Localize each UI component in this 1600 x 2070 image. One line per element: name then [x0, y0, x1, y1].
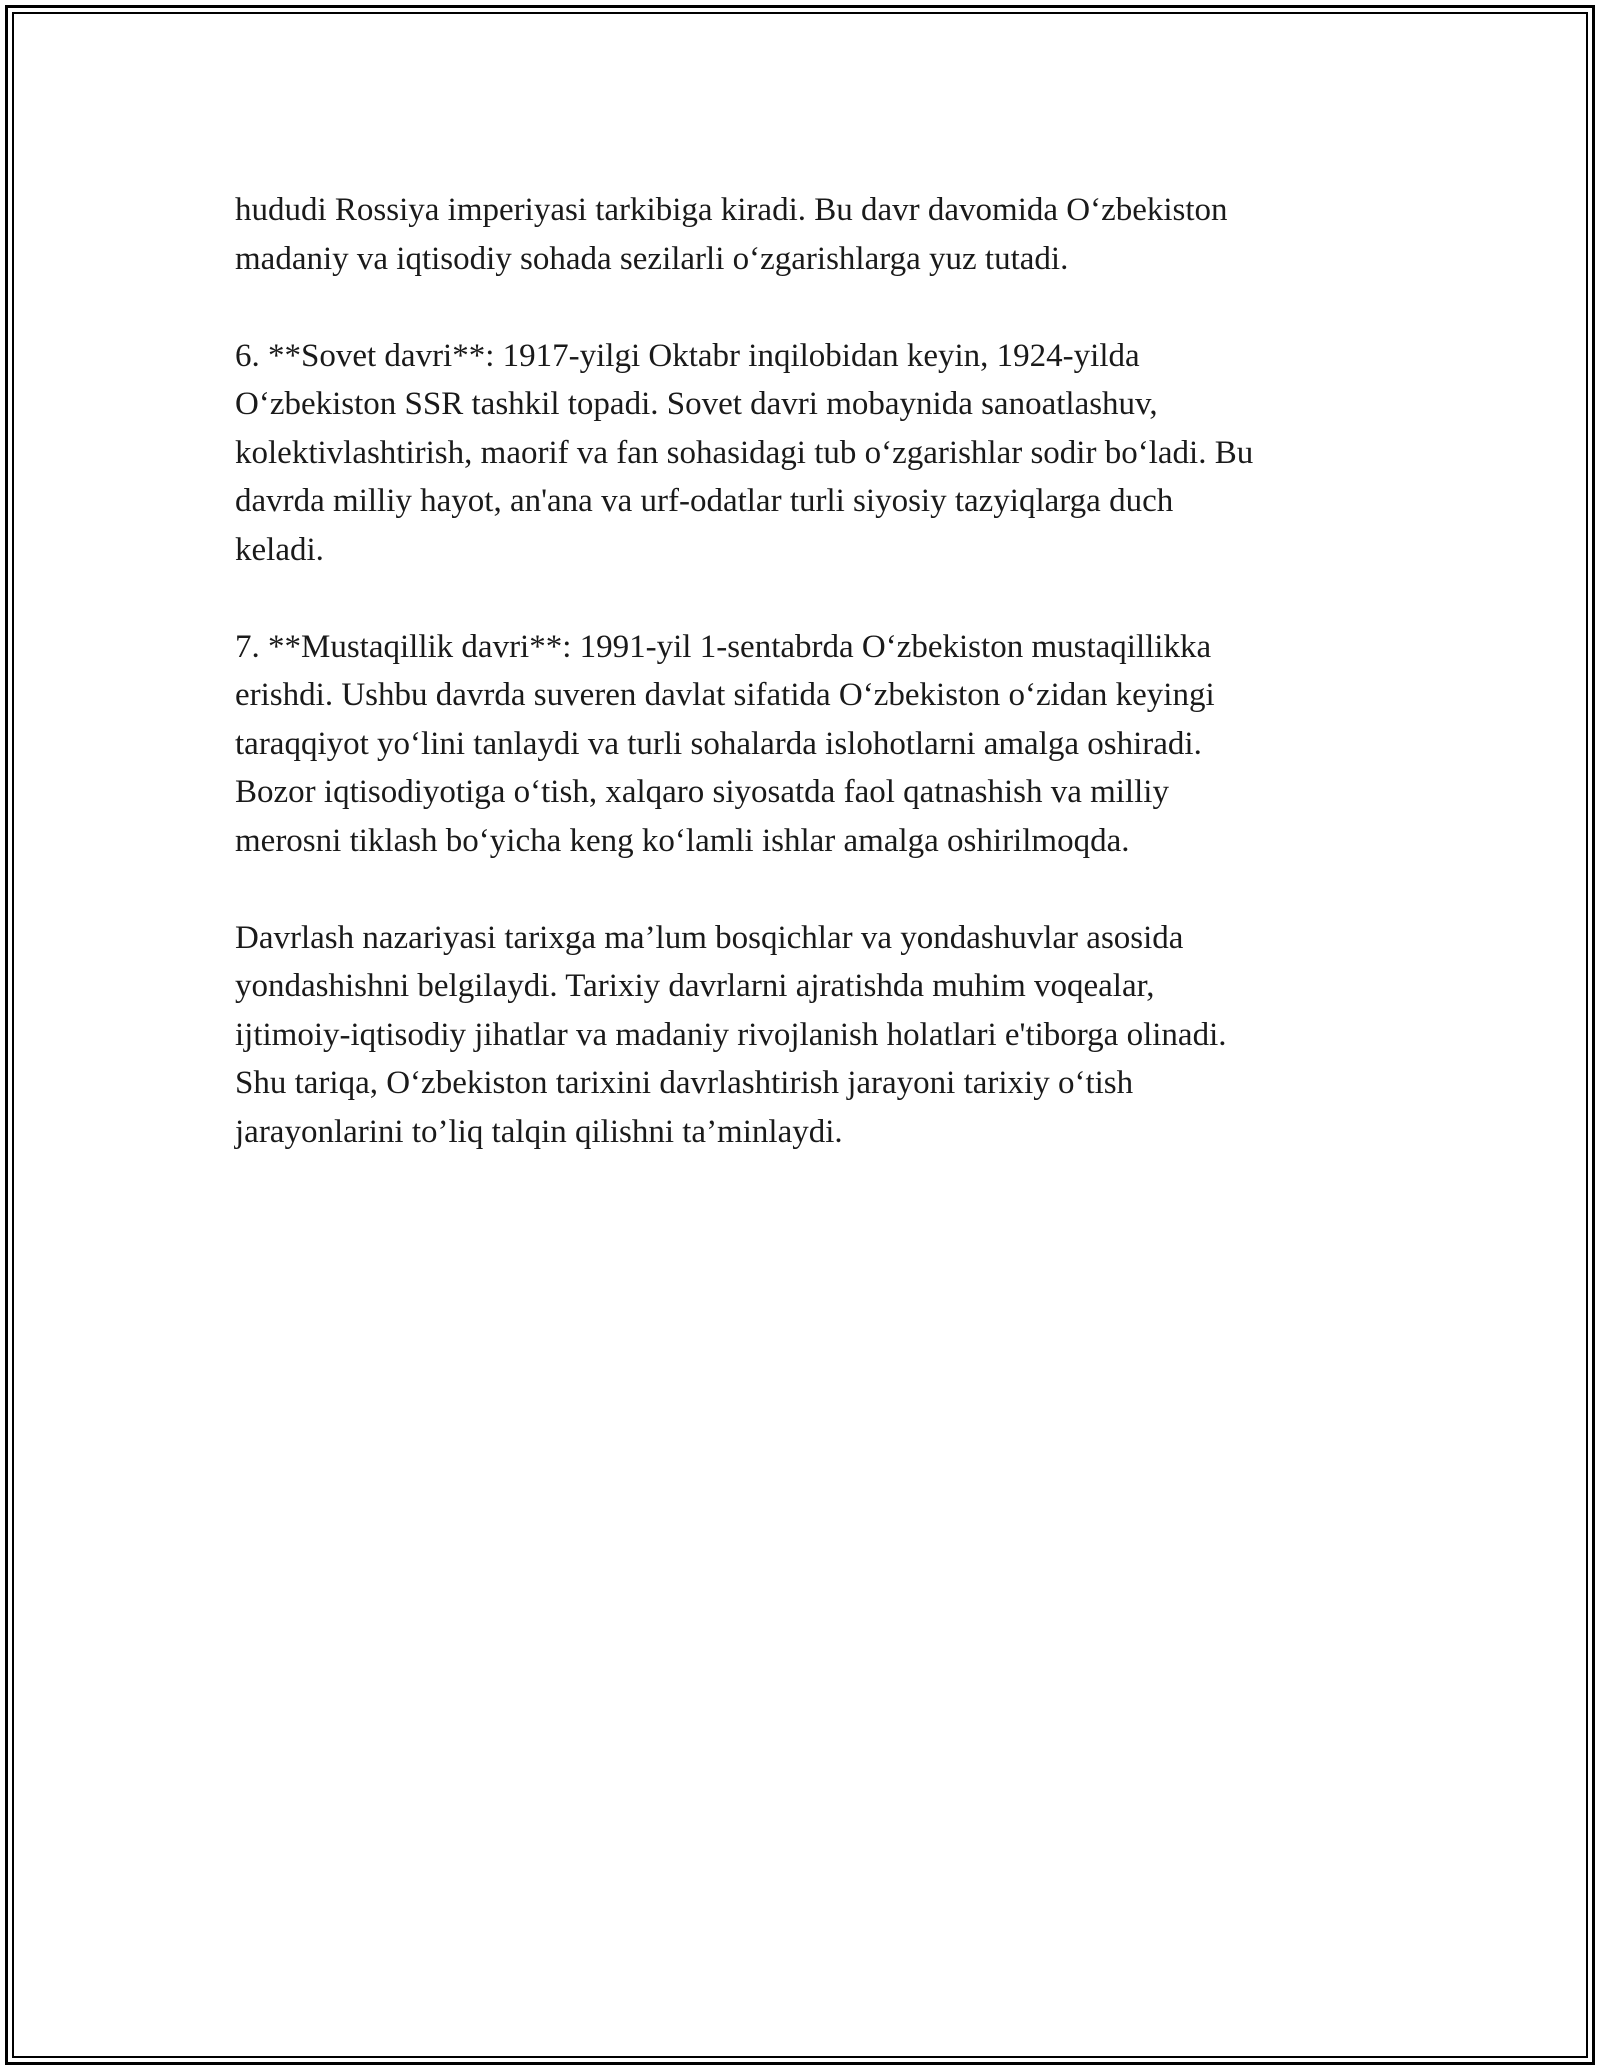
paragraph-russian-empire — [235, 186, 1395, 283]
text-line: Shu tariqa, O‘zbekiston tarixini davrlashtirish jarayoni tarixiy o‘tish — [235, 1065, 1134, 1101]
text-line: kolektivlashtirish, maorif va fan sohasidagi tub o‘zgarishlar sodir bo‘ladi. Bu — [235, 434, 1254, 471]
text-line: keladi. — [235, 531, 324, 568]
text-line: madaniy va iqtisodiy sohada sezilarli o‘zgarishlarga yuz tutadi. — [235, 240, 1069, 277]
text-line: taraqqiyot yo‘lini tanlaydi va turli sohalarda islohotlarni amalga oshiradi. — [235, 725, 1202, 762]
text-line: 6. **Sovet davri**: 1917-yilgi Oktabr inqilobidan keyin, 1924-yilda — [235, 337, 1140, 374]
text-line: merosni tiklash bo‘yicha keng ko‘lamli ishlar amalga oshirilmoqda. — [235, 822, 1130, 859]
paragraph-soviet-period — [235, 332, 1395, 575]
text-line: yondashishni belgilaydi. Tarixiy davrlarni ajratishda muhim voqealar, — [235, 968, 1155, 1004]
document-body — [235, 186, 1395, 1205]
text-line: Bozor iqtisodiyotiga o‘tish, xalqaro siyosatda faol qatnashish va milliy — [235, 774, 1169, 810]
text-line: erishdi. Ushbu davrda suveren davlat sifatida O‘zbekiston o‘zidan keyingi — [235, 677, 1215, 713]
text-line: ijtimoiy-iqtisodiy jihatlar va madaniy rivojlanish holatlari e'tiborga olinadi. — [235, 1016, 1227, 1053]
text-line: hududi Rossiya imperiyasi tarkibiga kiradi. Bu davr davomida O‘zbekiston — [235, 192, 1228, 228]
text-line: davrda milliy hayot, an'ana va urf-odatlar turli siyosiy tazyiqlarga duch — [235, 483, 1174, 519]
text-line: O‘zbekiston SSR tashkil topadi. Sovet davri mobaynida sanoatlashuv, — [235, 386, 1158, 422]
text-line: 7. **Mustaqillik davri**: 1991-yil 1-sentabrda O‘zbekiston mustaqillikka — [235, 628, 1212, 665]
text-line: jarayonlarini to’liq talqin qilishni ta’minlaydi. — [235, 1113, 843, 1150]
text-line: Davrlash nazariyasi tarixga ma’lum bosqichlar va yondashuvlar asosida — [235, 919, 1184, 956]
paragraph-independence-period — [235, 623, 1395, 866]
paragraph-periodization-theory — [235, 914, 1395, 1157]
